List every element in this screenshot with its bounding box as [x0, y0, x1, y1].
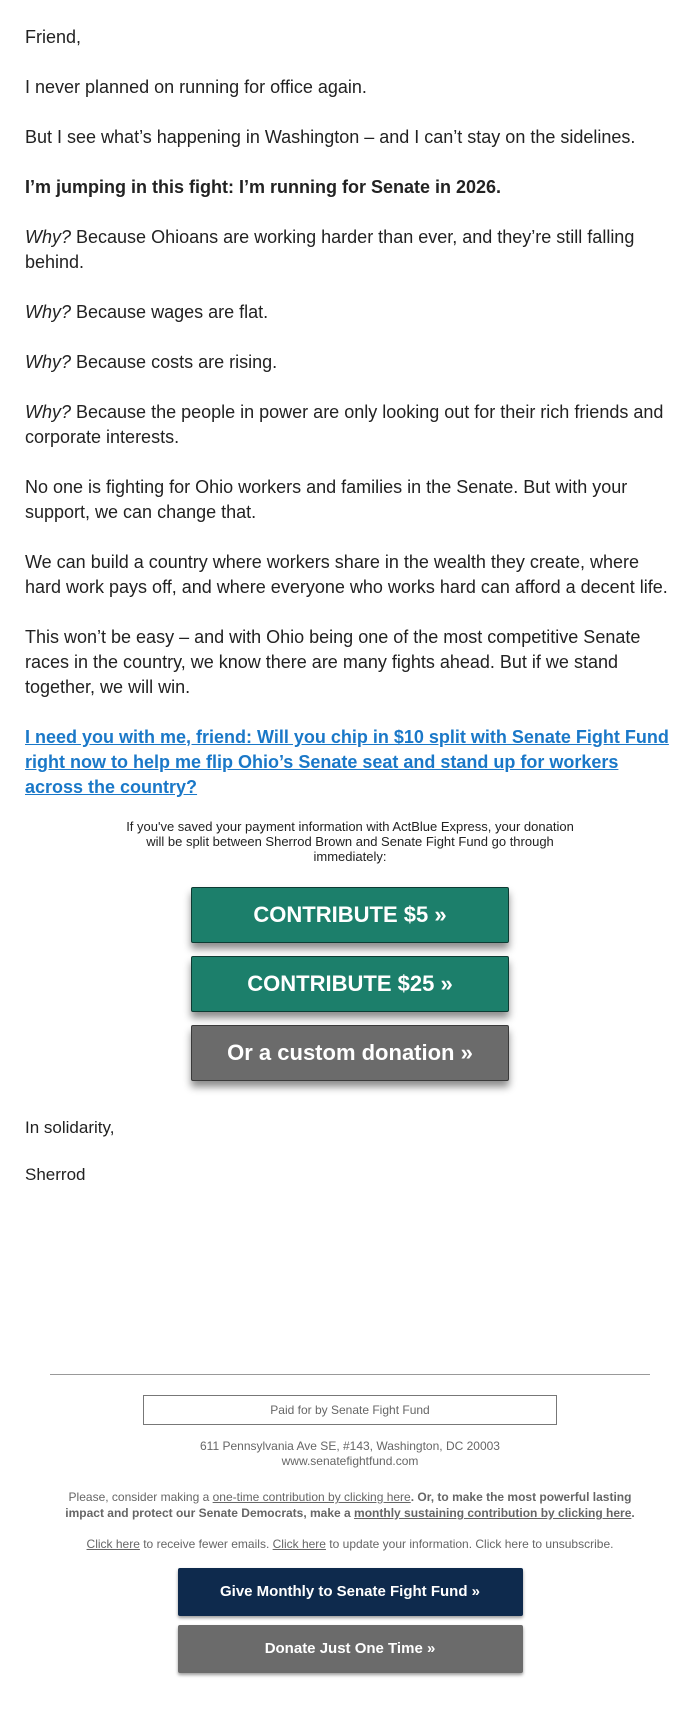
- signoff: In solidarity,: [25, 1118, 115, 1137]
- contribute-5-button[interactable]: CONTRIBUTE $5 »: [191, 887, 509, 943]
- monthly-contribution-link[interactable]: [354, 1506, 631, 1520]
- contribute-25-button[interactable]: CONTRIBUTE $25 »: [191, 956, 509, 1012]
- consider-bold-text: . Or, to make the most powerful lasting impact and protect our Senate Democrats, make a: [65, 1490, 632, 1520]
- signature: Sherrod: [25, 1165, 86, 1184]
- why-text-4: Because the people in power are only looking out for their rich friends and corporate interests.: [25, 402, 664, 447]
- why-label: Why?: [25, 302, 72, 322]
- update-info-text: to update your information. Click here to unsubscribe.: [325, 1537, 614, 1551]
- paragraph-2: But I see what’s happening in Washington – and I can’t stay on the sidelines.: [25, 127, 636, 147]
- paragraph-6: This won’t be easy – and with Ohio being one of the most competitive Senate races in the country, we know there are many fights ahead. But if we stand together, we will win.: [25, 627, 641, 697]
- update-info-link[interactable]: Click here: [272, 1537, 326, 1551]
- why-text-3: Because costs are rising.: [71, 352, 278, 372]
- email-preference-links: [50, 1537, 650, 1551]
- why-label: Why?: [25, 227, 72, 247]
- why-label: Why?: [25, 402, 72, 422]
- why-paragraph-3: [25, 350, 675, 375]
- mailing-address: 611 Pennsylvania Ave SE, #143, Washington, DC 20003: [200, 1439, 500, 1453]
- actblue-express-note: If you've saved your payment information with ActBlue Express, your donation will be split between Sherrod Brown and Senate Fight Fund go through immediately:: [126, 819, 574, 864]
- one-time-contribution-link[interactable]: one-time contribution by clicking here: [212, 1490, 411, 1504]
- why-paragraph-1: [25, 225, 675, 275]
- paragraph-4: No one is fighting for Ohio workers and families in the Senate. But with your support, we can change that.: [25, 477, 628, 522]
- consider-period: .: [631, 1506, 635, 1520]
- why-paragraph-4: [25, 400, 675, 450]
- why-paragraph-2: [25, 300, 675, 325]
- donate-once-button[interactable]: Donate Just One Time »: [178, 1625, 523, 1673]
- footer-divider: [50, 1374, 650, 1375]
- custom-donation-button[interactable]: Or a custom donation »: [191, 1025, 509, 1081]
- fewer-emails-link[interactable]: Click here: [86, 1537, 140, 1551]
- paragraph-1: I never planned on running for office again.: [25, 77, 367, 97]
- email-footer: [50, 1374, 650, 1682]
- why-label: Why?: [25, 352, 72, 372]
- contribution-prompt: [50, 1489, 650, 1521]
- why-text-2: Because wages are flat.: [71, 302, 269, 322]
- donation-ask-link[interactable]: I need you with me, friend: Will you chip in $10 split with Senate Fight Fund right now to help me flip Ohio’s Senate seat and stand up for workers across the country?: [25, 727, 669, 797]
- footer-address-block: [50, 1439, 650, 1469]
- give-monthly-button[interactable]: Give Monthly to Senate Fight Fund »: [178, 1568, 523, 1616]
- paid-for-box: Paid for by Senate Fight Fund: [143, 1395, 557, 1425]
- announcement: I’m jumping in this fight: I’m running for Senate in 2026.: [25, 177, 502, 197]
- why-text-1: Because Ohioans are working harder than ever, and they’re still falling behind.: [25, 227, 635, 272]
- website: www.senatefightfund.com: [281, 1454, 419, 1468]
- fewer-emails-text: to receive fewer emails.: [139, 1537, 273, 1551]
- greeting: Friend,: [25, 27, 82, 47]
- paragraph-5: We can build a country where workers share in the wealth they create, where hard work pays off, and where everyone who works hard can afford a decent life.: [25, 552, 668, 597]
- consider-prefix: Please, consider making a: [68, 1490, 213, 1504]
- monthly-link-text: monthly sustaining contribution by clicking here: [354, 1506, 632, 1520]
